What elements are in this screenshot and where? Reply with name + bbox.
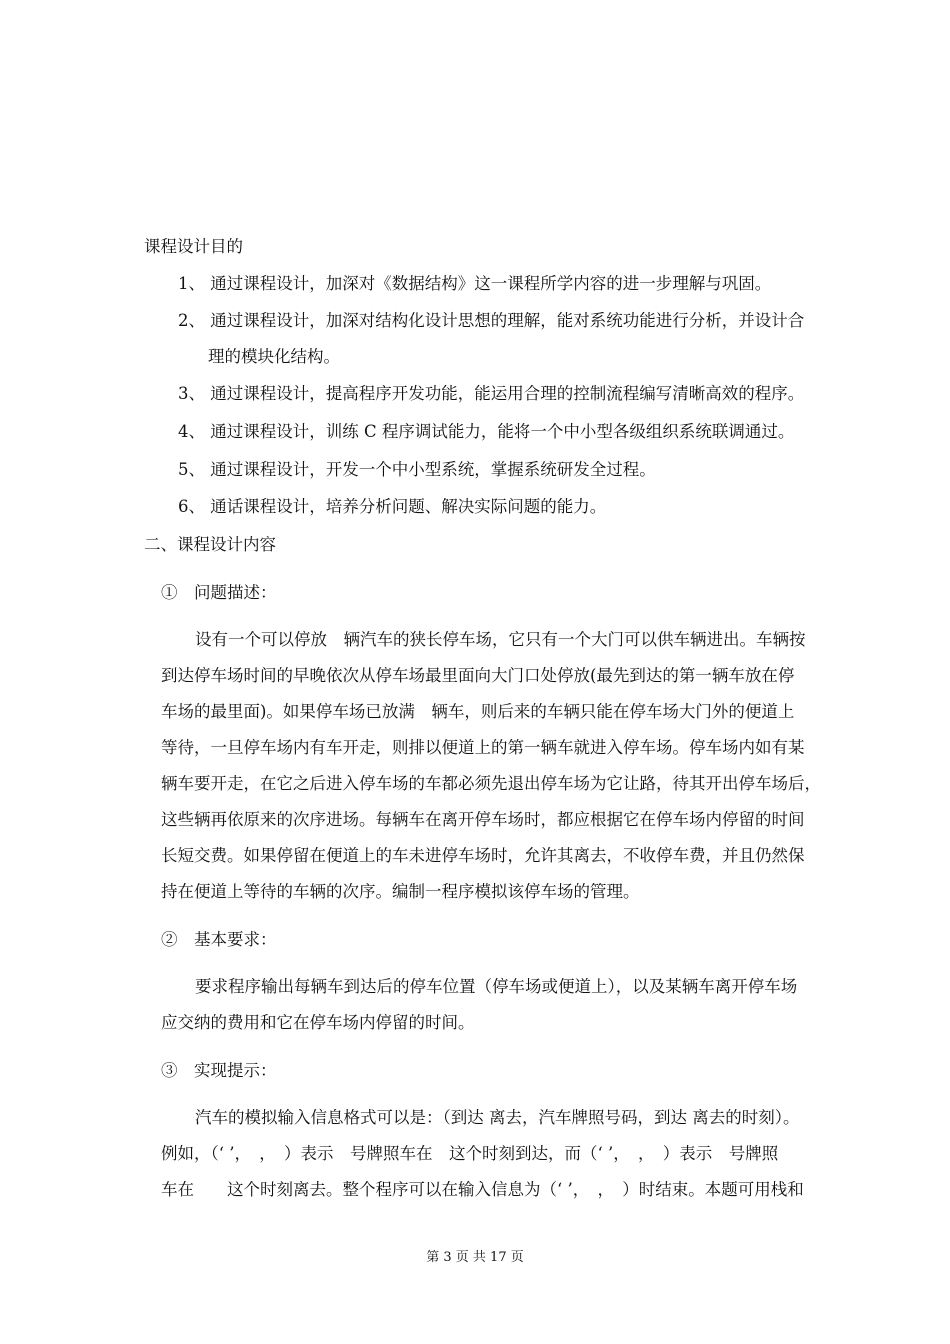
problem-line-8: 持在便道上等待的车辆的次序。编制一程序模拟该停车场的管理。 bbox=[161, 882, 640, 901]
hints-heading: ③ 实现提示： bbox=[161, 1061, 277, 1080]
problem-heading: ① 问题描述： bbox=[161, 583, 277, 602]
requirements-heading: ② 基本要求： bbox=[161, 930, 277, 949]
problem-line-6: 这些辆再依原来的次序进场。每辆车在离开停车场时，都应根据它在停车场内停留的时间 bbox=[161, 810, 805, 829]
problem-line-2: 到达停车场时间的早晚依次从停车场最里面向大门口处停放(最先到达的第一辆车放在停 bbox=[161, 666, 795, 685]
problem-line-1: 设有一个可以停放 辆汽车的狭长停车场，它只有一个大门可以供车辆进出。车辆按 bbox=[195, 630, 806, 649]
purpose-item-4: 4、 通过课程设计，训练 C 程序调试能力，能将一个中小型各级组织系统联调通过。 bbox=[178, 422, 795, 441]
section-title-purpose: 课程设计目的 bbox=[144, 237, 243, 256]
hints-line-2: 例如，（‘ ’， ， ）表示 号牌照车在 这个时刻到达，而（‘ ’， ， ）表示 号牌照 bbox=[161, 1144, 779, 1163]
requirements-line-2: 应交纳的费用和它在停车场内停留的时间。 bbox=[161, 1013, 475, 1032]
page-footer: 第 3 页 共 17 页 bbox=[426, 1250, 524, 1265]
problem-line-7: 长短交费。如果停留在便道上的车未进停车场时，允许其离去，不收停车费，并且仍然保 bbox=[161, 846, 805, 865]
requirements-line-1: 要求程序输出每辆车到达后的停车位置（停车场或便道上），以及某辆车离开停车场 bbox=[195, 977, 798, 996]
problem-line-3: 车场的最里面)。如果停车场已放满 辆车，则后来的车辆只能在停车场大门外的便道上 bbox=[161, 702, 795, 721]
section-title-content: 二、课程设计内容 bbox=[144, 535, 276, 554]
purpose-item-1: 1、 通过课程设计，加深对《数据结构》这一课程所学内容的进一步理解与巩固。 bbox=[178, 274, 772, 293]
purpose-item-2-continued: 理的模块化结构。 bbox=[208, 347, 340, 366]
hints-line-3: 车在 这个时刻离去。整个程序可以在输入信息为（‘ ’， ， ）时结束。本题可用栈和 bbox=[161, 1180, 804, 1199]
problem-line-4: 等待，一旦停车场内有车开走，则排以便道上的第一辆车就进入停车场。停车场内如有某 bbox=[161, 738, 805, 757]
problem-line-5: 辆车要开走，在它之后进入停车场的车都必须先退出停车场为它让路，待其开出停车场后， bbox=[161, 774, 821, 793]
purpose-item-5: 5、 通过课程设计，开发一个中小型系统，掌握系统研发全过程。 bbox=[178, 460, 656, 479]
hints-line-1: 汽车的模拟输入信息格式可以是：（到达 离去，汽车牌照号码，到达 离去的时刻）。 bbox=[195, 1108, 800, 1127]
purpose-item-3: 3、 通过课程设计，提高程序开发功能，能运用合理的控制流程编写清晰高效的程序。 bbox=[178, 384, 805, 403]
purpose-item-2: 2、 通过课程设计，加深对结构化设计思想的理解，能对系统功能进行分析，并设计合 bbox=[178, 311, 805, 330]
purpose-item-6: 6、 通话课程设计，培养分析问题、解决实际问题的能力。 bbox=[178, 497, 607, 516]
